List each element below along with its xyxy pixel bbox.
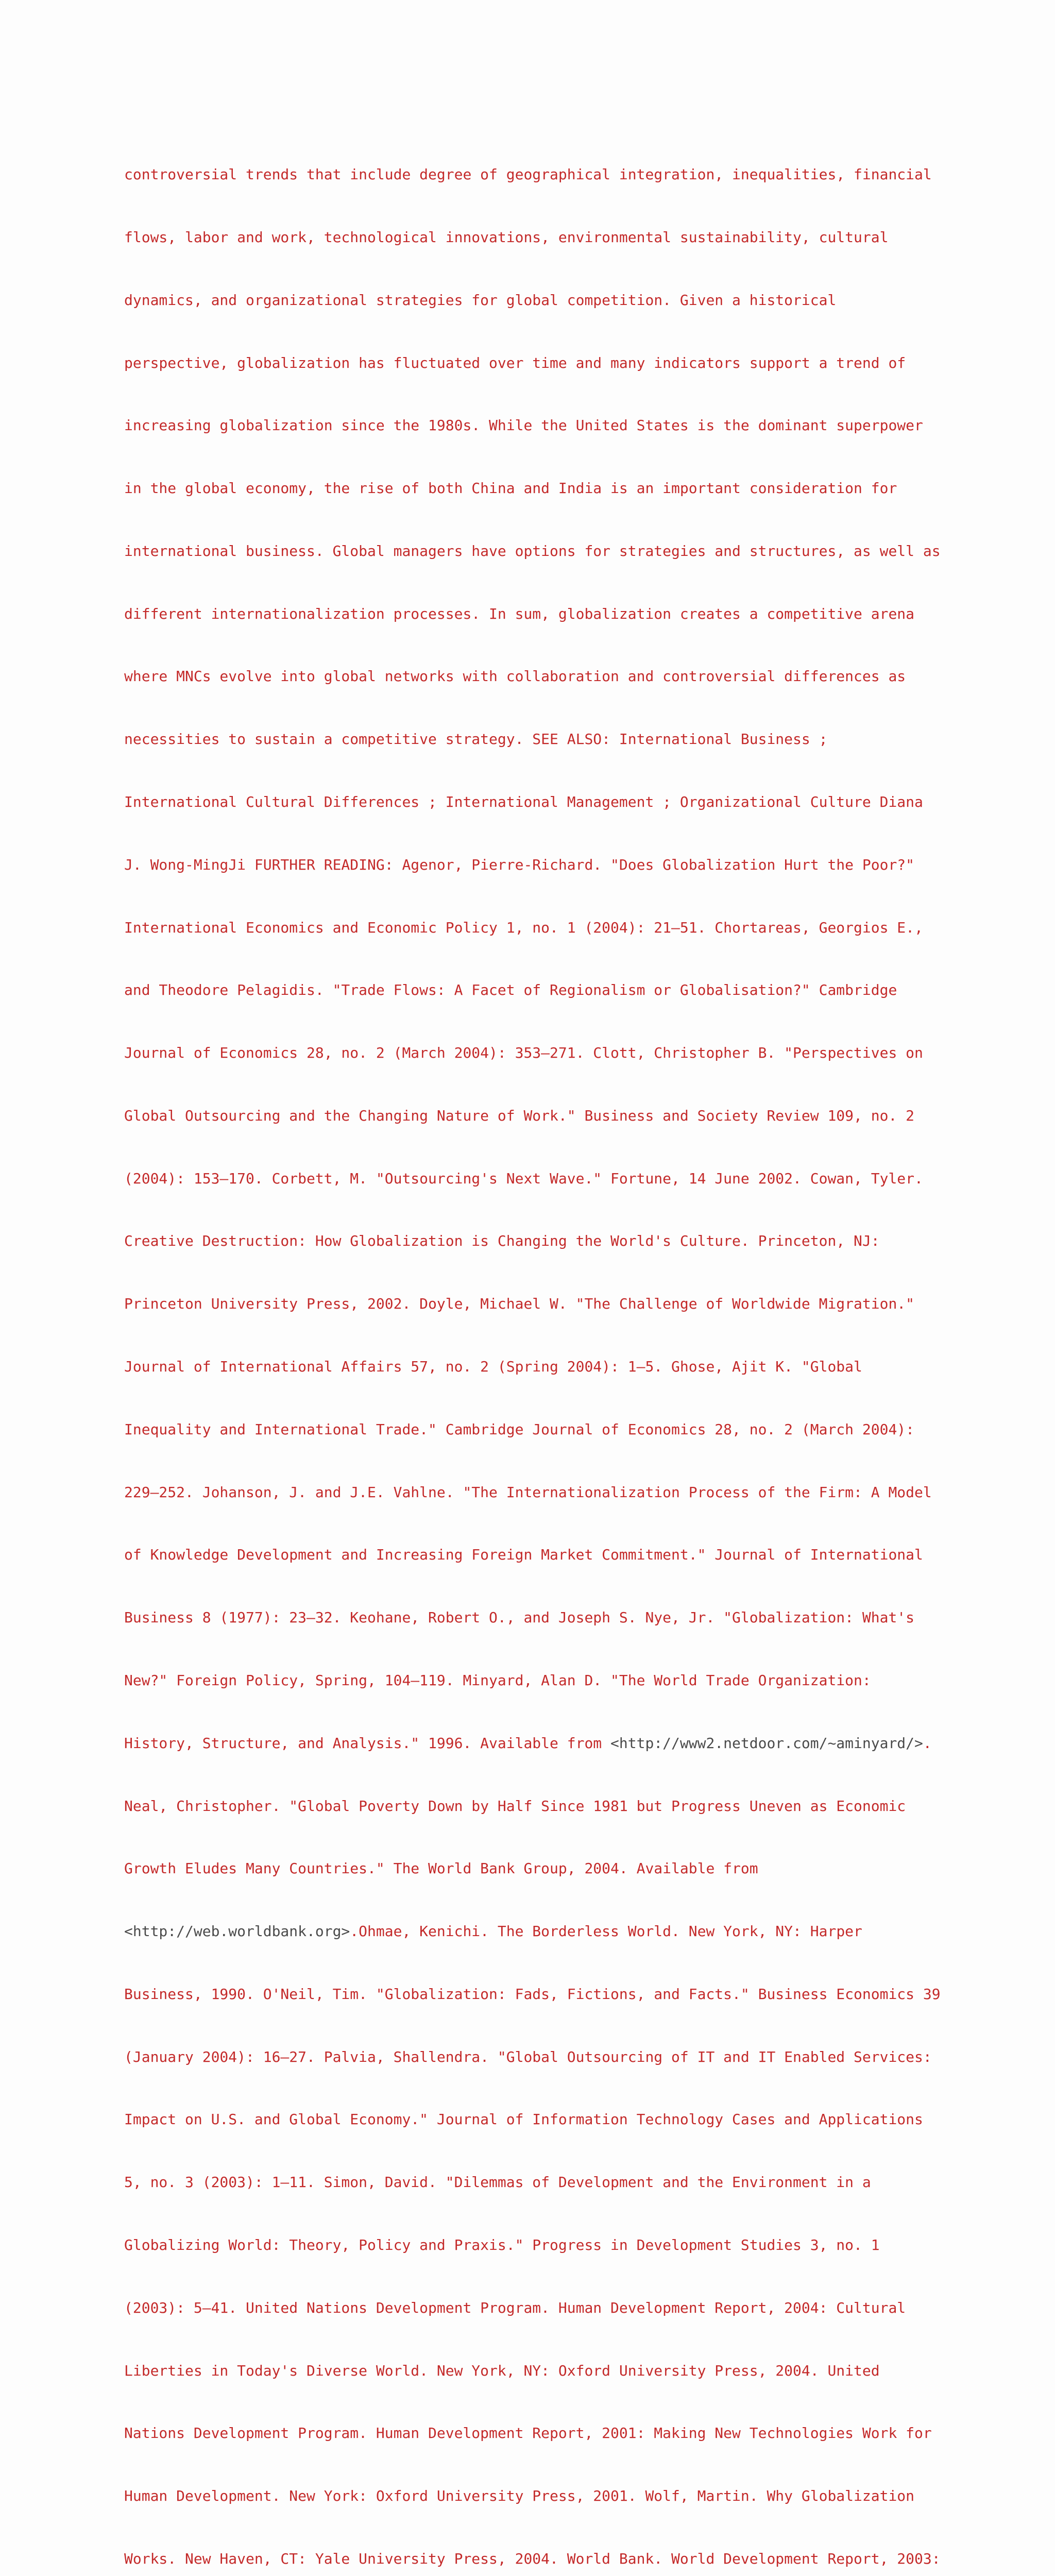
text-line: controversial trends that include degree of geographical integration, inequalities, financial [124,166,932,183]
text-line: International Cultural Differences ; International Management ; Organizational Culture Diana [124,793,923,810]
text-line: where MNCs evolve into global networks with collaboration and controversial differences as [124,668,906,685]
text-line: and Theodore Pelagidis. "Trade Flows: A Facet of Regionalism or Globalisation?" Cambridge [124,981,897,999]
text-line: flows, labor and work, technological innovations, environmental sustainability, cultural [124,228,889,246]
text-segment: . [923,1734,932,1752]
text-line: 5, no. 3 (2003): 1–11. Simon, David. "Dilemmas of Development and the Environment in a [124,2174,871,2191]
text-line: of Knowledge Development and Increasing Foreign Market Commitment." Journal of International [124,1546,923,1564]
text-line: Inequality and International Trade." Cambridge Journal of Economics 28, no. 2 (March 2004): [124,1420,915,1438]
text-line: international business. Global managers have options for strategies and structures, as well as [124,542,941,560]
text-segment: History, Structure, and Analysis." 1996. Available from [124,1734,611,1752]
text-line-with-link [124,1733,933,1754]
text-line: necessities to sustain a competitive strategy. SEE ALSO: International Business ; [124,731,828,748]
text-line: increasing globalization since the 1980s. While the United States is the dominant superpower [124,417,923,434]
text-line: Liberties in Today's Diverse World. New York, NY: Oxford University Press, 2004. United [124,2362,880,2379]
text-line: dynamics, and organizational strategies for global competition. Given a historical [124,291,837,309]
url-link[interactable]: <http://web.worldbank.org> [124,1923,350,1940]
text-segment: .Ohmae, Kenichi. The Borderless World. New York, NY: Harper [350,1923,862,1940]
text-line: J. Wong-MingJi FURTHER READING: Agenor, Pierre-Richard. "Does Globalization Hurt the Poor?" [124,856,915,873]
body-text [124,123,941,2576]
text-line: Globalizing World: Theory, Policy and Praxis." Progress in Development Studies 3, no. 1 [124,2236,880,2253]
text-line: (2004): 153–170. Corbett, M. "Outsourcing's Next Wave." Fortune, 14 June 2002. Cowan, Tyler. [124,1170,923,1187]
text-line: Global Outsourcing and the Changing Nature of Work." Business and Society Review 109, no. 2 [124,1107,915,1124]
text-line: perspective, globalization has fluctuated over time and many indicators support a trend of [124,354,906,371]
text-line-with-link [124,1921,933,1942]
text-line: (2003): 5–41. United Nations Development Program. Human Development Report, 2004: Cultural [124,2299,906,2316]
url-link[interactable]: <http://www2.netdoor.com/~aminyard/> [610,1734,923,1752]
text-line: Nations Development Program. Human Development Report, 2001: Making New Technologies Work for [124,2425,932,2442]
text-line: New?" Foreign Policy, Spring, 104–119. Minyard, Alan D. "The World Trade Organization: [124,1671,871,1689]
text-line: Creative Destruction: How Globalization is Changing the World's Culture. Princeton, NJ: [124,1232,880,1250]
text-line: Journal of International Affairs 57, no. 2 (Spring 2004): 1–5. Ghose, Ajit K. "Global [124,1358,862,1376]
text-line: Neal, Christopher. "Global Poverty Down by Half Since 1981 but Progress Uneven as Economic [124,1797,906,1815]
text-line: Princeton University Press, 2002. Doyle, Michael W. "The Challenge of Worldwide Migration." [124,1295,915,1313]
text-line: Journal of Economics 28, no. 2 (March 2004): 353–271. Clott, Christopher B. "Perspectives on [124,1044,923,1062]
text-line: International Economics and Economic Policy 1, no. 1 (2004): 21–51. Chortareas, Georgios E., [124,919,923,936]
text-line: Works. New Haven, CT: Yale University Press, 2004. World Bank. World Development Report, 2003: [124,2550,941,2567]
text-line: Impact on U.S. and Global Economy." Journal of Information Technology Cases and Applications [124,2111,923,2128]
text-line: in the global economy, the rise of both China and India is an important consideration for [124,480,897,497]
text-line: 229–252. Johanson, J. and J.E. Vahlne. "The Internationalization Process of the Firm: A Model [124,1483,932,1501]
text-line: Business, 1990. O'Neil, Tim. "Globalization: Fads, Fictions, and Facts." Business Economics 39 [124,1985,941,2003]
text-line: Business 8 (1977): 23–32. Keohane, Robert O., and Joseph S. Nye, Jr. "Globalization: What's [124,1609,915,1626]
text-line: Human Development. New York: Oxford University Press, 2001. Wolf, Martin. Why Globalization [124,2487,915,2505]
text-line: different internationalization processes. In sum, globalization creates a competitive arena [124,605,915,622]
text-line: Growth Eludes Many Countries." The World Bank Group, 2004. Available from [124,1860,758,1877]
text-line: (January 2004): 16–27. Palvia, Shallendra. "Global Outsourcing of IT and IT Enabled Services: [124,2048,932,2065]
